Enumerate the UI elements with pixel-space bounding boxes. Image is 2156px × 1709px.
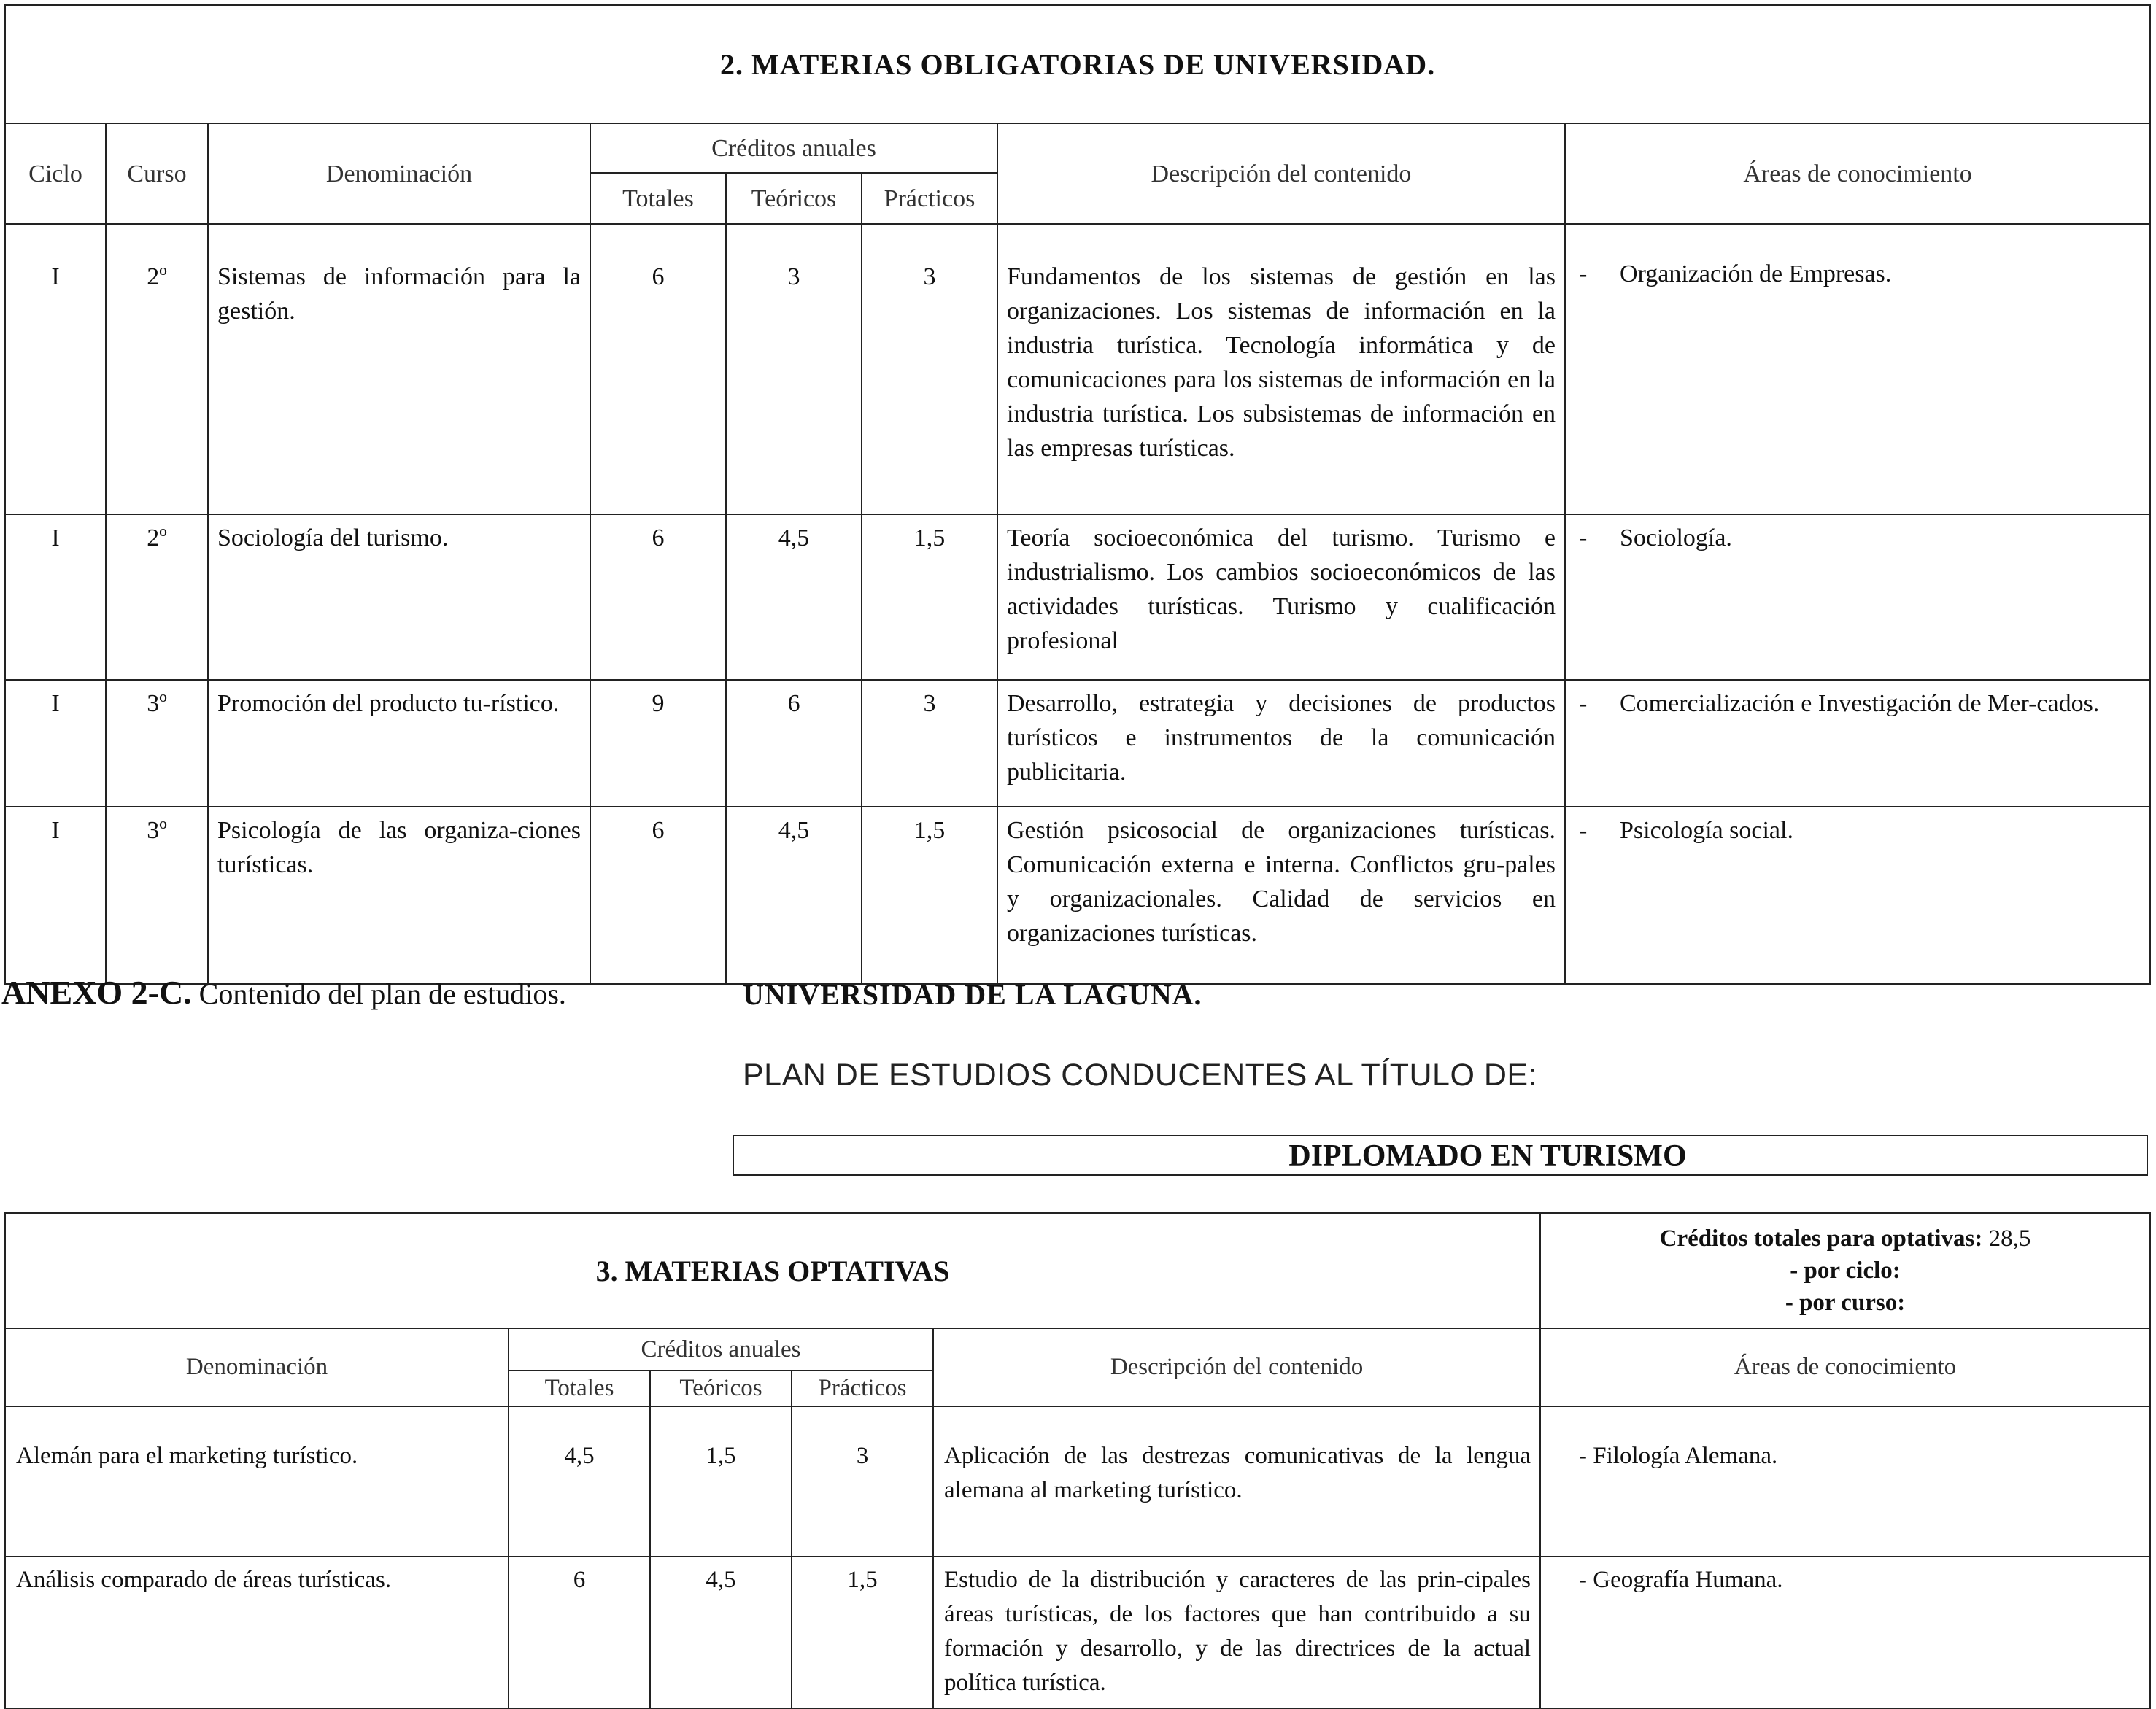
cell-denominacion: Análisis comparado de áreas turísticas. — [5, 1557, 509, 1708]
cell-curso: 2º — [106, 514, 208, 680]
table-row — [5, 514, 2150, 680]
cell-denominacion: Alemán para el marketing turístico. — [5, 1406, 509, 1557]
header-teoricos: Teóricos — [726, 173, 862, 224]
header-denominacion: Denominación — [5, 1328, 509, 1406]
header-descripcion: Descripción del contenido — [933, 1328, 1540, 1406]
cell-practicos: 1,5 — [862, 807, 997, 984]
cell-descripcion: Fundamentos de los sistemas de gestión en las organizaciones. Los sistemas de información en la industria turística. Tecnología informática y de comunicaciones para los sistemas de información en la industria turística. Los subsistemas de información en las empresas turísticas. — [997, 224, 1565, 514]
header-areas: Áreas de conocimiento — [1565, 123, 2150, 224]
table-row — [5, 680, 2150, 807]
header-descripcion: Descripción del contenido — [997, 123, 1565, 224]
cell-totales: 6 — [590, 514, 726, 680]
header-practicos: Prácticos — [792, 1371, 933, 1406]
cell-descripcion: Teoría socioeconómica del turismo. Turismo e industrialismo. Los cambios socioeconómicos de las actividades turísticas. Turismo y cualificación profesional — [997, 514, 1565, 680]
optional-credits-label: Créditos totales para optativas: — [1659, 1225, 1983, 1252]
degree-title-box — [733, 1135, 2148, 1176]
cell-practicos: 1,5 — [792, 1557, 933, 1708]
por-curso-label: - por curso: — [1785, 1290, 1906, 1316]
area-text: Organización de Empresas. — [1620, 260, 1892, 287]
list-dash: - — [1579, 524, 1588, 551]
list-dash: - — [1579, 690, 1588, 717]
plan-heading: PLAN DE ESTUDIOS CONDUCENTES AL TÍTULO DE: — [743, 1058, 1538, 1093]
cell-totales: 9 — [590, 680, 726, 807]
cell-totales: 6 — [590, 807, 726, 984]
cell-teoricos: 4,5 — [726, 807, 862, 984]
cell-curso: 2º — [106, 224, 208, 514]
cell-area — [1565, 680, 2150, 807]
cell-practicos: 1,5 — [862, 514, 997, 680]
header-totales: Totales — [509, 1371, 650, 1406]
optional-subjects-table — [4, 1212, 2151, 1709]
annex-heading — [1, 973, 566, 1012]
section2-title: 2. MATERIAS OBLIGATORIAS DE UNIVERSIDAD. — [5, 5, 2150, 123]
cell-area — [1565, 514, 2150, 680]
cell-totales: 6 — [590, 224, 726, 514]
header-curso: Curso — [106, 123, 208, 224]
table-row — [5, 807, 2150, 984]
cell-teoricos: 3 — [726, 224, 862, 514]
optional-credits-summary — [1540, 1213, 2150, 1328]
area-text: Psicología social. — [1620, 817, 1793, 844]
header-totales: Totales — [590, 173, 726, 224]
cell-curso: 3º — [106, 680, 208, 807]
cell-practicos: 3 — [862, 680, 997, 807]
cell-descripcion: Estudio de la distribución y caracteres de las prin-cipales áreas turísticas, de los factores que han contribuido a su formación y desarrollo, y de las directrices de la actual política turística. — [933, 1557, 1540, 1708]
cell-practicos: 3 — [862, 224, 997, 514]
cell-teoricos: 4,5 — [650, 1557, 792, 1708]
annex-subtitle: Contenido del plan de estudios. — [198, 977, 566, 1010]
degree-title: DIPLOMADO EN TURISMO — [1288, 1139, 1687, 1173]
cell-ciclo: I — [5, 680, 106, 807]
cell-totales: 4,5 — [509, 1406, 650, 1557]
optional-credits-value: 28,5 — [1988, 1225, 2031, 1252]
table-row — [5, 224, 2150, 514]
cell-denominacion: Promoción del producto tu-rístico. — [208, 680, 590, 807]
header-practicos: Prácticos — [862, 173, 997, 224]
header-creditos-anuales: Créditos anuales — [590, 123, 997, 173]
university-name: UNIVERSIDAD DE LA LAGUNA. — [743, 978, 1202, 1011]
list-dash: - — [1579, 817, 1588, 844]
cell-practicos: 3 — [792, 1406, 933, 1557]
area-text: Comercialización e Investigación de Mer-cados. — [1620, 690, 2100, 717]
cell-denominacion: Sistemas de información para la gestión. — [208, 224, 590, 514]
cell-teoricos: 6 — [726, 680, 862, 807]
cell-area — [1565, 807, 2150, 984]
cell-ciclo: I — [5, 224, 106, 514]
cell-area: - Geografía Humana. — [1540, 1557, 2150, 1708]
cell-ciclo: I — [5, 514, 106, 680]
section3-title: 3. MATERIAS OPTATIVAS — [5, 1213, 1540, 1328]
table-row — [5, 1406, 2150, 1557]
cell-totales: 6 — [509, 1557, 650, 1708]
cell-descripcion: Gestión psicosocial de organizaciones turísticas. Comunicación externa e interna. Conflictos gru-pales y organizacionales. Calidad de servicios en organizaciones turísticas. — [997, 807, 1565, 984]
list-dash: - — [1579, 260, 1588, 287]
cell-denominacion: Psicología de las organiza-ciones turísticas. — [208, 807, 590, 984]
header-areas: Áreas de conocimiento — [1540, 1328, 2150, 1406]
annex-label: ANEXO 2-C. — [1, 974, 192, 1011]
cell-area — [1565, 224, 2150, 514]
cell-curso: 3º — [106, 807, 208, 984]
area-text: Sociología. — [1620, 524, 1732, 551]
por-ciclo-label: - por ciclo: — [1790, 1257, 1901, 1284]
cell-denominacion: Sociología del turismo. — [208, 514, 590, 680]
cell-teoricos: 1,5 — [650, 1406, 792, 1557]
cell-descripcion: Desarrollo, estrategia y decisiones de productos turísticos e instrumentos de la comunicación publicitaria. — [997, 680, 1565, 807]
cell-ciclo: I — [5, 807, 106, 984]
header-ciclo: Ciclo — [5, 123, 106, 224]
cell-area: - Filología Alemana. — [1540, 1406, 2150, 1557]
cell-teoricos: 4,5 — [726, 514, 862, 680]
header-denominacion: Denominación — [208, 123, 590, 224]
obligatory-subjects-table — [4, 4, 2151, 985]
header-teoricos: Teóricos — [650, 1371, 792, 1406]
cell-descripcion: Aplicación de las destrezas comunicativas de la lengua alemana al marketing turístico. — [933, 1406, 1540, 1557]
header-creditos-anuales: Créditos anuales — [509, 1328, 933, 1371]
